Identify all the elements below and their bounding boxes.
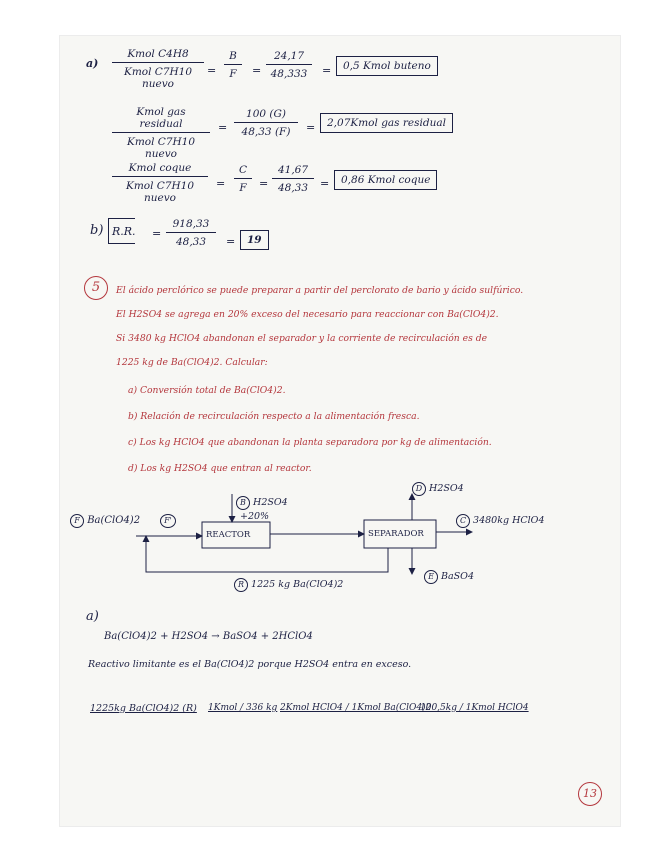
rr-den: 48,33 [175, 236, 207, 248]
problem-line: 1225 kg de Ba(ClO4)2. Calcular: [116, 357, 268, 368]
calc-term: 2Kmol HClO4 / 1Kmol Ba(ClO4)2 [280, 703, 432, 713]
right-stream-text: 3480kg HClO4 [473, 515, 545, 526]
ratio-val-num: 41,67 [272, 164, 314, 179]
right-output-label [456, 514, 545, 528]
ratio-lhs-den: Kmol C7H10 nuevo [126, 136, 196, 160]
ratio-lhs-num: Kmol coque [112, 162, 208, 177]
acid-label [236, 496, 288, 510]
ratio-lhs-num: Kmol C4H8 [112, 48, 204, 63]
reaction-equation: Ba(ClO4)2 + H2SO4 → BaSO4 + 2HClO4 [104, 631, 313, 642]
recycle-stream-line [146, 536, 388, 572]
ratio-mid-num: 100 (G) [234, 108, 298, 123]
stream-circle: F' [160, 514, 176, 528]
top-output-label [412, 482, 464, 496]
equals-sign: = [306, 121, 316, 134]
bottom-output-label [424, 570, 474, 584]
reactor-label: REACTOR [206, 530, 251, 540]
excess-label: +20% [240, 511, 270, 522]
feed-stream-text: Ba(ClO4)2 [87, 515, 141, 526]
ratio-mid-den: F [229, 68, 237, 80]
separator-label: SEPARADOR [368, 529, 424, 539]
top-stream-text: H2SO4 [429, 483, 464, 494]
problem-item: b) Relación de recirculación respecto a la alimentación fresca. [128, 411, 420, 422]
equals-sign: = [207, 64, 217, 77]
result-box: 2,07Kmol gas residual [320, 113, 453, 133]
page-number-circle: 13 [578, 782, 602, 806]
problem-number-circle: 5 [84, 276, 108, 300]
ratio-lhs-num: Kmol gas residual [112, 106, 210, 133]
mix-point-label [160, 514, 176, 528]
feed-label [70, 514, 140, 528]
ratio-mid-num: B [224, 50, 242, 65]
stream-circle: E [424, 570, 438, 584]
stream-circle: B [236, 496, 250, 510]
stream-circle: D [412, 482, 426, 496]
problem-line: El H2SO4 se agrega en 20% exceso del necesario para reaccionar con Ba(ClO4)2. [116, 309, 499, 320]
acid-stream-text: H2SO4 [253, 497, 288, 508]
rr-num: 918,33 [166, 218, 216, 233]
problem-line: Si 3480 kg HClO4 abandonan el separador y la corriente de recirculación es de [116, 333, 488, 344]
equals-sign: = [252, 64, 262, 77]
ratio-mid-den: F [239, 182, 247, 194]
ratio-val-den: 48,33 [277, 182, 309, 194]
solution-label: a) [86, 609, 99, 624]
part-a-label: a) [86, 57, 99, 70]
equals-sign: = [259, 177, 269, 190]
calc-term: 1Kmol / 336 kg [208, 703, 278, 713]
stream-circle: F [70, 514, 84, 528]
stream-circle: C [456, 514, 470, 528]
limiting-reagent-text: Reactivo limitante es el Ba(ClO4)2 porque H2SO4 entra en exceso. [88, 659, 412, 670]
part-b-label: b) [90, 223, 104, 238]
recycle-stream-text: 1225 kg Ba(ClO4)2 [251, 579, 344, 590]
calc-term: 100,5kg / 1Kmol HClO4 [420, 703, 529, 713]
calc-term: 1225kg Ba(ClO4)2 (R) [90, 703, 197, 714]
equals-sign: = [320, 177, 330, 190]
result-box: 0,5 Kmol buteno [336, 56, 438, 76]
ratio-val-den: 48,333 [270, 68, 308, 80]
equals-sign: = [216, 177, 226, 190]
ratio-mid-den: 48,33 (F) [241, 126, 291, 138]
rr-result-box: 19 [240, 230, 269, 250]
ratio-mid-num: C [234, 164, 252, 179]
problem-item: a) Conversión total de Ba(ClO4)2. [128, 385, 286, 396]
recycle-label [234, 578, 343, 592]
problem-line: El ácido perclórico se puede preparar a partir del perclorato de bario y ácido sulfúrico. [116, 285, 524, 296]
ratio-val-num: 24,17 [266, 50, 312, 65]
equals-sign: = [322, 64, 332, 77]
result-box: 0,86 Kmol coque [334, 170, 437, 190]
ratio-lhs-den: Kmol C7H10 nuevo [125, 180, 195, 204]
equals-sign: = [218, 121, 228, 134]
stream-circle: R [234, 578, 248, 592]
ratio-lhs-den: Kmol C7H10 nuevo [123, 66, 193, 90]
rr-name: R.R. [112, 225, 136, 238]
bottom-stream-text: BaSO4 [441, 571, 475, 582]
equals-sign: = [152, 227, 162, 240]
problem-item: d) Los kg H2SO4 que entran al reactor. [128, 463, 312, 474]
problem-item: c) Los kg HClO4 que abandonan la planta separadora por kg de alimentación. [128, 437, 492, 448]
equals-sign: = [226, 235, 236, 248]
